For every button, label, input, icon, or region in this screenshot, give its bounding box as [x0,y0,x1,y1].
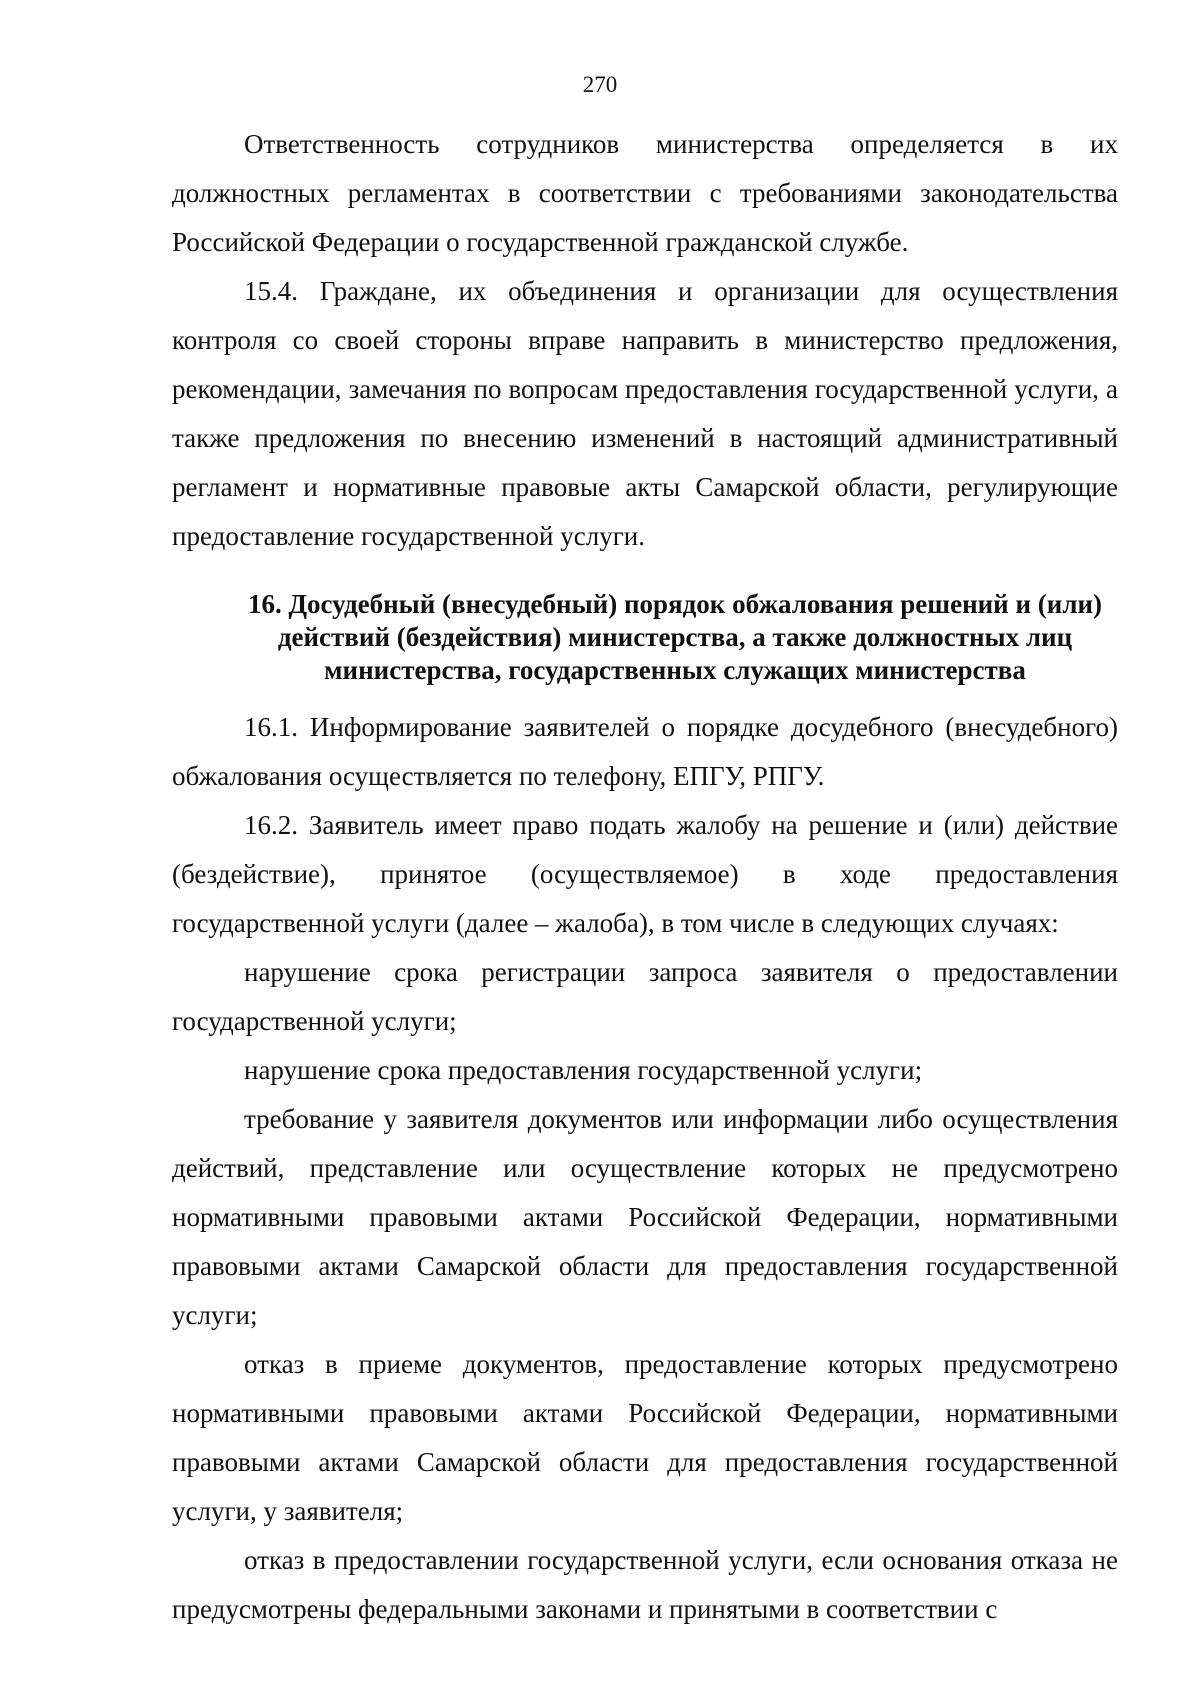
spacer [172,561,1118,588]
spacer [172,687,1118,703]
list-item-document-requirement: требование у заявителя документов или информации либо осуществления действий, представление или осуществление которых не предусмотрено нормативными правовыми актами Российской Федерации, нормативными правовыми актами Самарской области для предоставления государственной услуги; [172,1104,1118,1330]
page-number: 270 [582,72,618,97]
list-item-registration-violation: нарушение срока регистрации запроса заявителя о предоставлении государственной услуги; [172,957,1118,1036]
paragraph-responsibility: Ответственность сотрудников министерства определяется в их должностных регламентах в соответствии с требованиями законодательства Российской Федерации о государственной гражданской службе. [172,129,1118,257]
paragraph-15-4: 15.4. Граждане, их объединения и организации для осуществления контроля со своей стороны вправе направить в министерство предложения, рекомендации, замечания по вопросам предоставления государственной услуги, а также предложения по внесению изменений в настоящий административный регламент и нормативные правовые акты Самарской области, регулирующие предоставление государственной услуги. [172,276,1118,551]
list-item-service-refusal: отказ в предоставлении государственной услуги, если основания отказа не предусмотрены федеральными законами и принятыми в соответствии с [172,1545,1118,1624]
paragraph-16-1: 16.1. Информирование заявителей о порядке досудебного (внесудебного) обжалования осуществляется по телефону, ЕПГУ, РПГУ. [172,712,1118,791]
section-heading-16: 16. Досудебный (внесудебный) порядок обжалования решений и (или) действий (бездействия) министерства, а также должностных лиц министерства, государственных служащих министерства [247,589,1103,685]
document-body [172,120,1118,1634]
paragraph-16-2: 16.2. Заявитель имеет право подать жалобу на решение и (или) действие (бездействие), принятое (осуществляемое) в ходе предоставления государственной услуги (далее – жалоба), в том числе в следующих случаях: [172,810,1118,938]
list-item-term-violation: нарушение срока предоставления государственной услуги; [244,1055,923,1085]
list-item-reception-refusal: отказ в приеме документов, предоставление которых предусмотрено нормативными правовыми актами Российской Федерации, нормативными правовыми актами Самарской области для предоставления государственной услуги, у заявителя; [172,1349,1118,1526]
